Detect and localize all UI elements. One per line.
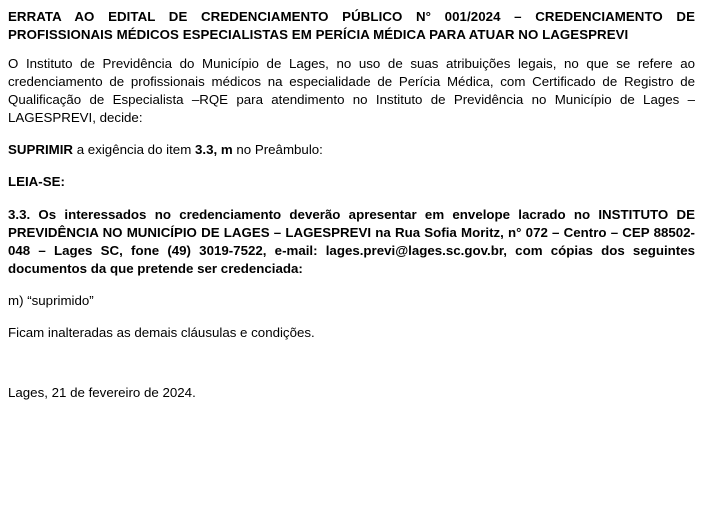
document-title: ERRATA AO EDITAL DE CREDENCIAMENTO PÚBLICO N° 001/2024 – CREDENCIAMENTO DE PROFISSIONAIS MÉDICOS ESPECIALISTAS EM PERÍCIA MÉDICA PARA ATUAR NO LAGESPREVI bbox=[8, 9, 695, 42]
intro-paragraph: O Instituto de Previdência do Município de Lages, no uso de suas atribuições legais, no que se refere ao credenciamento de profissionais médicos na especialidade de Perícia Médica, com Certificado de Registro de Qualificação de Especialista –RQE para atendimento no Instituto de Previdência no Município de Lages – LAGESPREVI, decide: bbox=[8, 56, 695, 126]
clause-3-3: 3.3. Os interessados no credenciamento deverão apresentar em envelope lacrado no INSTITUTO DE PREVIDÊNCIA NO MUNICÍPIO DE LAGES – LAGESPREVI na Rua Sofia Moritz, n° 072 – Centro – CEP 88502-048 – Lages SC, fone (49) 3019-7522, e-mail: lages.previ@lages.sc.gov.br, com cópias dos seguintes documentos da que pretende ser credenciada: bbox=[8, 206, 695, 276]
closing-paragraph: Ficam inalteradas as demais cláusulas e condições. bbox=[8, 324, 315, 340]
suppress-middle: a exigência do item bbox=[73, 142, 195, 158]
signature-spacer bbox=[8, 356, 695, 384]
item-m: m) “suprimido” bbox=[8, 292, 94, 308]
suppress-line bbox=[8, 141, 695, 159]
read-as-label: LEIA-SE: bbox=[8, 174, 65, 190]
place-date: Lages, 21 de fevereiro de 2024. bbox=[8, 385, 196, 401]
suppress-tail: no Preâmbulo: bbox=[232, 142, 323, 158]
suppress-item: 3.3, m bbox=[194, 142, 233, 158]
suppress-keyword: SUPRIMIR bbox=[8, 142, 74, 158]
